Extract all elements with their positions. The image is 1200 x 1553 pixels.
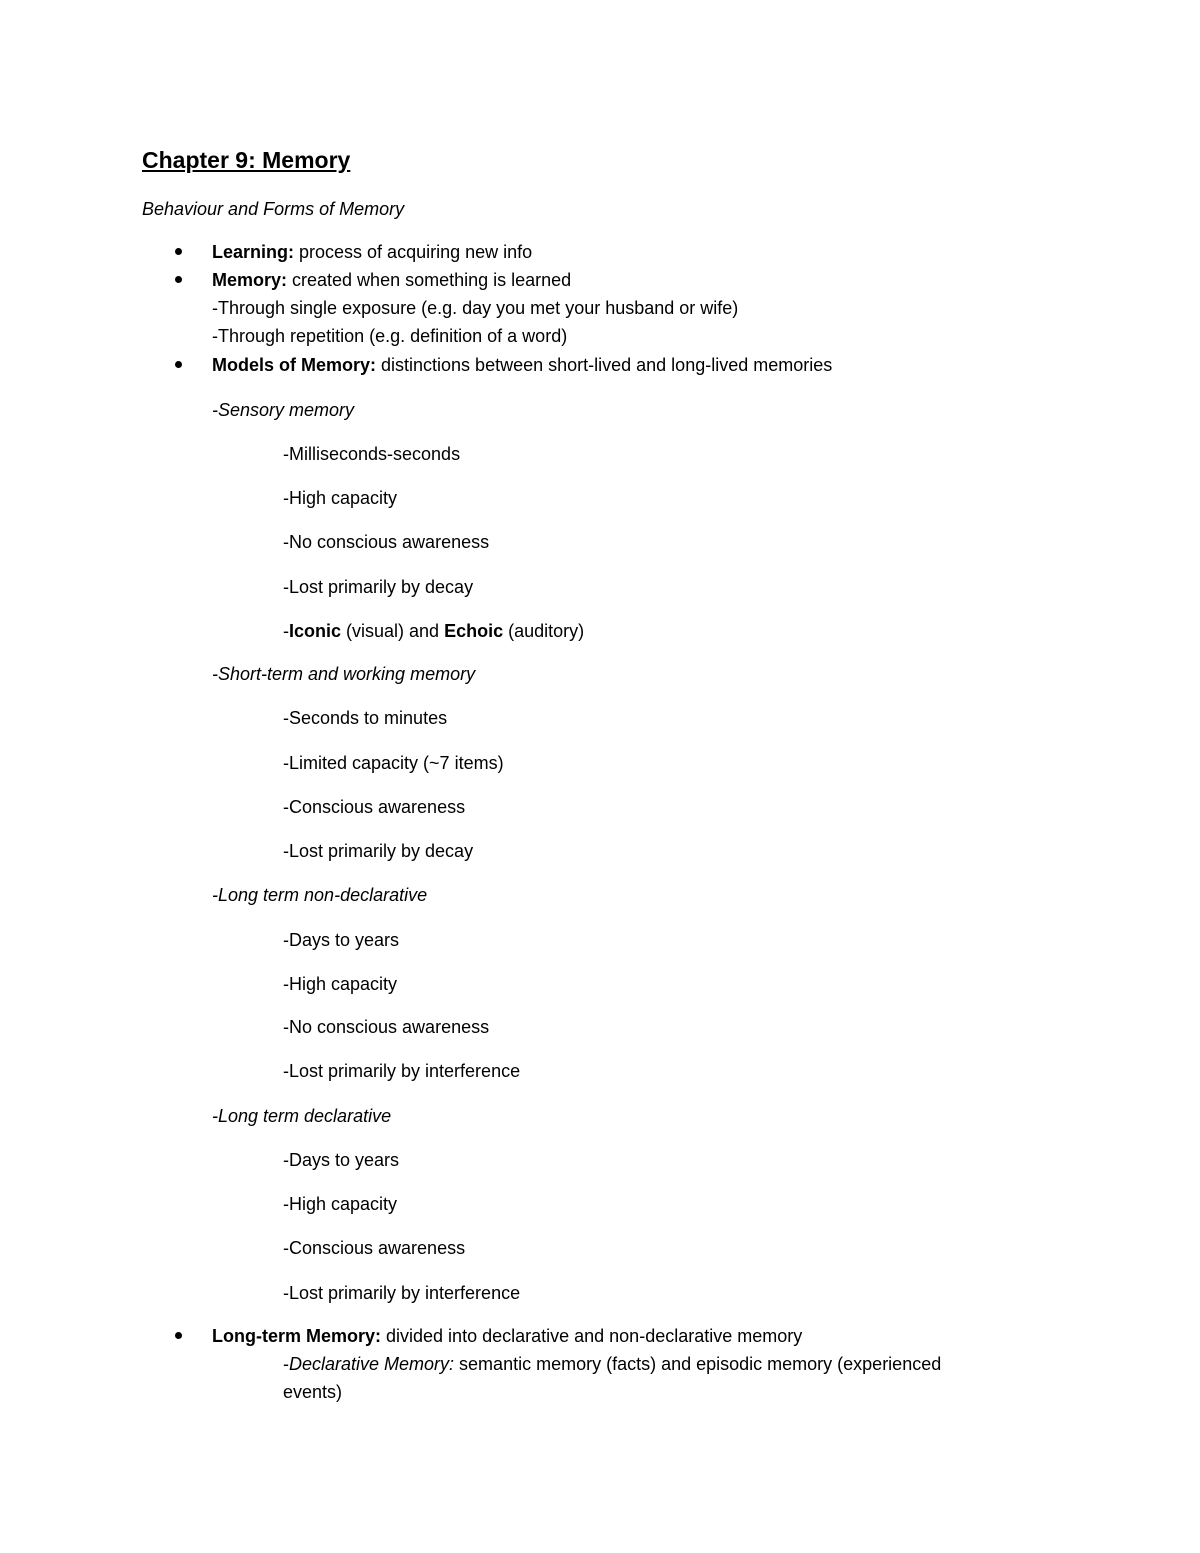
sensory-heading: -Sensory memory <box>212 400 355 420</box>
echoic-text: (auditory) <box>503 621 585 641</box>
dash: - <box>283 1354 289 1374</box>
declarative-memory-line <box>283 1353 941 1375</box>
models-term: Models of Memory: <box>212 355 377 375</box>
sensory-item: -No conscious awareness <box>283 532 490 552</box>
bullet-icon <box>175 361 182 368</box>
models-text: distinctions between short-lived and long-lived memories <box>376 355 833 375</box>
nondeclarative-item: -Days to years <box>283 930 400 950</box>
section-subtitle: Behaviour and Forms of Memory <box>142 199 405 219</box>
short-term-item: -Lost primarily by decay <box>283 841 474 861</box>
memory-item <box>212 269 571 291</box>
long-term-term: Long-term Memory: <box>212 1326 382 1346</box>
short-term-item: -Limited capacity (~7 items) <box>283 753 504 773</box>
learning-text: process of acquiring new info <box>294 242 533 262</box>
learning-term: Learning: <box>212 242 295 262</box>
declarative-heading: -Long term declarative <box>212 1106 392 1126</box>
memory-term: Memory: <box>212 270 288 290</box>
nondeclarative-item: -High capacity <box>283 974 398 994</box>
memory-text: created when something is learned <box>287 270 572 290</box>
bullet-icon <box>175 276 182 283</box>
long-term-text: divided into declarative and non-declarative memory <box>381 1326 803 1346</box>
long-term-item <box>212 1325 802 1347</box>
memory-sub-2: -Through repetition (e.g. definition of a word) <box>212 326 568 346</box>
learning-item <box>212 241 532 263</box>
declarative-memory-text: semantic memory (facts) and episodic memory (experienced <box>454 1354 942 1374</box>
short-term-heading: -Short-term and working memory <box>212 664 476 684</box>
declarative-item: -Lost primarily by interference <box>283 1283 521 1303</box>
declarative-memory-line-cont: events) <box>283 1382 343 1402</box>
short-term-item: -Conscious awareness <box>283 797 466 817</box>
iconic-text: (visual) and <box>341 621 445 641</box>
bullet-icon <box>175 248 182 255</box>
sensory-item: -Lost primarily by decay <box>283 577 474 597</box>
short-term-item: -Seconds to minutes <box>283 708 448 728</box>
sensory-item-iconic-echoic <box>283 620 584 642</box>
sensory-item: -High capacity <box>283 488 398 508</box>
declarative-item: -Conscious awareness <box>283 1238 466 1258</box>
declarative-item: -High capacity <box>283 1194 398 1214</box>
page-title: Chapter 9: Memory <box>142 147 351 173</box>
dash: - <box>283 621 289 641</box>
models-item <box>212 354 832 376</box>
bullet-icon <box>175 1332 182 1339</box>
echoic-term: Echoic <box>444 621 504 641</box>
memory-sub-1: -Through single exposure (e.g. day you met your husband or wife) <box>212 298 739 318</box>
declarative-memory-term: Declarative Memory: <box>289 1354 455 1374</box>
nondeclarative-item: -Lost primarily by interference <box>283 1061 521 1081</box>
nondeclarative-item: -No conscious awareness <box>283 1017 490 1037</box>
sensory-item: -Milliseconds-seconds <box>283 444 461 464</box>
iconic-term: Iconic <box>289 621 342 641</box>
nondeclarative-heading: -Long term non-declarative <box>212 885 428 905</box>
declarative-item: -Days to years <box>283 1150 400 1170</box>
